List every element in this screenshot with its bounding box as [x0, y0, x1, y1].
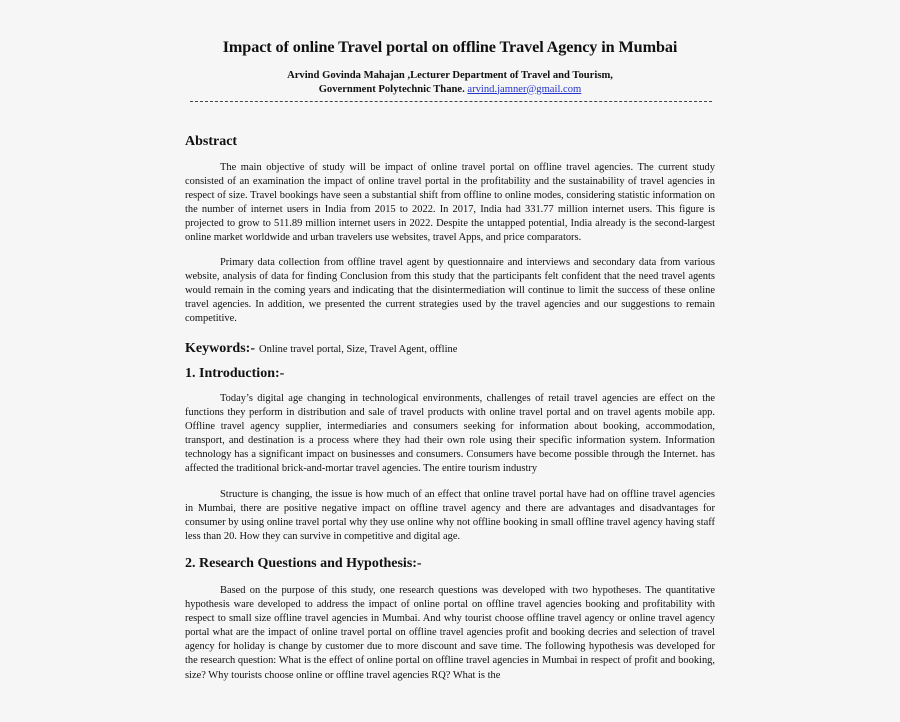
institution: Government Polytechnic Thane.	[318, 83, 465, 95]
author-affiliation-line2	[185, 83, 715, 97]
abstract-paragraph-1: The main objective of study will be impact of online travel portal on offline travel agencies. The current study consisted of an examination the impact of online travel portal in the profitability and the sustainability of travel agencies in respect of size. Travel bookings have seen a substantial shift from offline to online modes, considering statistic information on the number of internet users in India from 2015 to 2022. In 2017, India had 331.77 million internet users. This figure is projected to grow to 511.89 million internet users in 2022. Despite the untapped potential, India already is the second-largest online market worldwide and urban travelers use websites, travel Apps, and price comparators.	[185, 162, 715, 244]
introduction-heading: 1. Introduction:-	[185, 366, 285, 381]
author-affiliation-line1: Arvind Govinda Mahajan ,Lecturer Department of Travel and Tourism,	[287, 70, 613, 81]
keywords-line	[185, 339, 457, 357]
author-email-link[interactable]: arvind.jamner@gmail.com	[467, 83, 582, 95]
abstract-heading: Abstract	[185, 134, 238, 149]
keywords-label: Keywords:-	[185, 341, 255, 356]
author-block	[185, 69, 715, 96]
paper-title: Impact of online Travel portal on offline Travel Agency in Mumbai	[222, 38, 678, 56]
research-heading: 2. Research Questions and Hypothesis:-	[185, 556, 422, 571]
introduction-paragraph-1: Today’s digital age changing in technological environments, challenges of retail travel agencies are effect on the functions they perform in distribution and sale of travel products with online travel portal and on travel agents mobile app. Offline travel agency supplier, intermediaries and consumers seeking for information about booking, accommodation, transport, and destination is a process where they had their own role using their specific information system. Information technology has a significant impact on businesses and consumers. Consumers have become possible through the Internet. has affected the traditional brick-and-mortar travel agencies. The entire tourism industry	[185, 393, 715, 475]
header-separator	[190, 101, 712, 102]
research-paragraph-1: Based on the purpose of this study, one research questions was developed with two hypotheses. The quantitative hypothesis ware developed to address the impact of online portal on offline travel agencies booking and profitability with respect to small size offline travel agencies in Mumbai. And why tourist choose offline travel agency or online travel agency portal what are the impact of online travel portal on offline travel agencies profit and booking decries and selection of travel agency for holiday is change by customer due to more discount and save time. The following hypothesis was developed for the research question: What is the effect of online portal on offline travel agencies in Mumbai in respect of profit and booking, size? Why tourists choose online or offline travel agencies RQ? What is the	[185, 585, 715, 681]
introduction-paragraph-2: Structure is changing, the issue is how much of an effect that online travel portal have had on offline travel agencies in Mumbai, there are positive negative impact on offline travel agency and there are advantages and disadvantages for consumer by using online travel portal why they use online why not offline booking in small offline travel agency having staff less than 20. How they can survive in competitive and digital age.	[185, 489, 715, 543]
abstract-paragraph-2: Primary data collection from offline travel agent by questionnaire and interviews and secondary data from various website, analysis of data for finding Conclusion from this study that the participants felt confident that the need travel agents would remain in the coming years and indicating that the disintermediation will continue to limit the success of these online travel agencies. In addition, we presented the current strategies used by the travel agencies and our suggestions to remain competitive.	[185, 257, 715, 325]
keywords-text: Online travel portal, Size, Travel Agent, offline	[259, 344, 458, 355]
